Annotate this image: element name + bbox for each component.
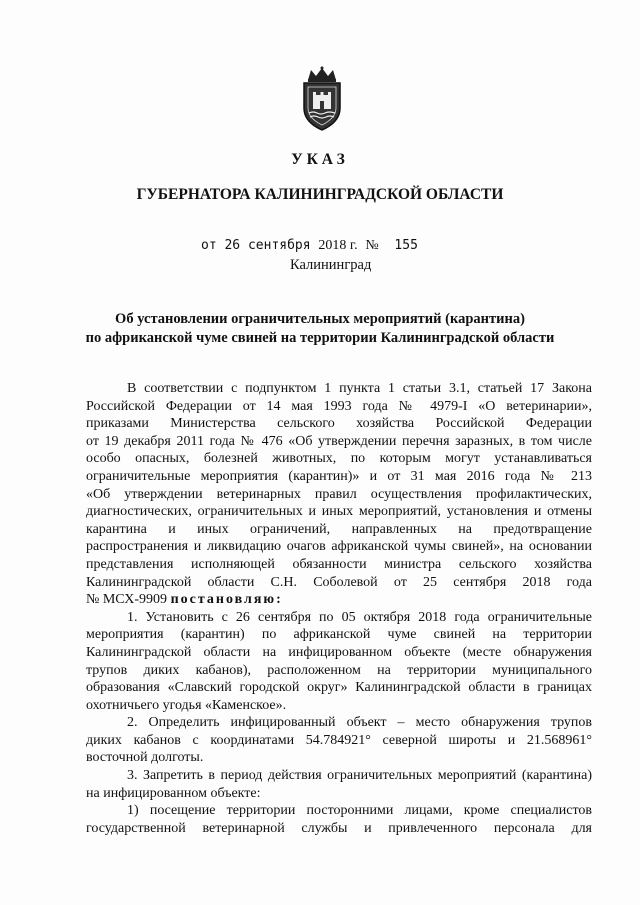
body-line: трупов диких кабанов), расположенном на территории муниципального [86,662,592,678]
number-sign: № [365,238,379,253]
heading-line: по африканской чуме свиней на территории Калининградской области [85,330,555,346]
body-line: приказами Министерства сельского хозяйства Российской Федерации [86,416,592,432]
date-line [201,238,418,254]
body-line: 1. Установить с 26 сентября по 05 октября 2018 года ограничительные [127,609,592,625]
decree-ref: № МСХ-9909 [86,592,168,608]
body-line: диагностических, ограничительных и иных мероприятий, установления и отмены [86,504,592,520]
body-line: мероприятия (карантин) по африканской чуме свиней на территории [86,627,592,643]
body-line: охотничьего угодья «Каменское». [86,697,287,713]
body-line-decree [86,591,592,609]
city: Калининград [290,257,372,273]
date-value: 26 сентября [224,238,311,253]
body-line: Калининградской области на инфицированном объекте (месте обнаружения [86,644,592,660]
body-line: на инфицированном объекте: [86,785,261,801]
body-line: «Об утверждении ветеринарных правил осуществления профилактических, [86,486,592,502]
body-line: Российской Федерации от 14 мая 1993 года № 4979-I «О ветеринарии», [86,398,592,414]
document-body [86,380,592,837]
body-line: карантина и иных ограничений, направленных на предотвращение [86,521,592,537]
body-line: В соответствии с подпунктом 1 пункта 1 статьи 3.1, статьей 17 Закона [127,381,592,396]
coat-of-arms-emblem [296,66,348,132]
decree-number: 155 [394,238,418,253]
document-title: УКАЗ [291,151,349,168]
body-line: от 19 декабря 2011 года № 476 «Об утверждении перечня заразных, в том числе [86,433,592,449]
document-heading [0,310,640,348]
date-prefix: от [201,238,217,253]
body-line: 3. Запретить в период действия ограничительных мероприятий (карантина) [127,768,592,784]
body-line: образования «Славский городской округ» Калининградской области в границах [86,680,592,696]
body-line: государственной ветеринарной службы и привлеченного персонала для [86,820,592,836]
decree-word: постановляю: [170,592,283,608]
date-year: 2018 г. [318,238,358,253]
body-line: представления исполняющей обязанности министра сельского хозяйства [86,556,592,572]
body-line: особо опасных, болезней животных, по которым могут устанавливаться [86,451,592,467]
document-issuer: ГУБЕРНАТОРА КАЛИНИНГРАДСКОЙ ОБЛАСТИ [136,186,504,203]
body-line: 1) посещение территории посторонними лицами, кроме специалистов [127,803,592,819]
body-line: диких кабанов с координатами 54.784921° северной широты и 21.568961° [86,732,592,748]
body-line: ограничительные мероприятия (карантин)» и от 31 мая 2016 года № 213 [86,468,592,484]
body-line: Калининградской области С.Н. Соболевой от 25 сентября 2018 года [86,574,592,590]
body-line: распространения и ликвидацию очагов африканской чумы свиней», на основании [86,539,592,555]
heading-line: Об установлении ограничительных мероприятий (карантина) [115,311,525,327]
body-line: 2. Определить инфицированный объект – место обнаружения трупов [127,715,592,731]
body-line: восточной долготы. [86,750,204,766]
